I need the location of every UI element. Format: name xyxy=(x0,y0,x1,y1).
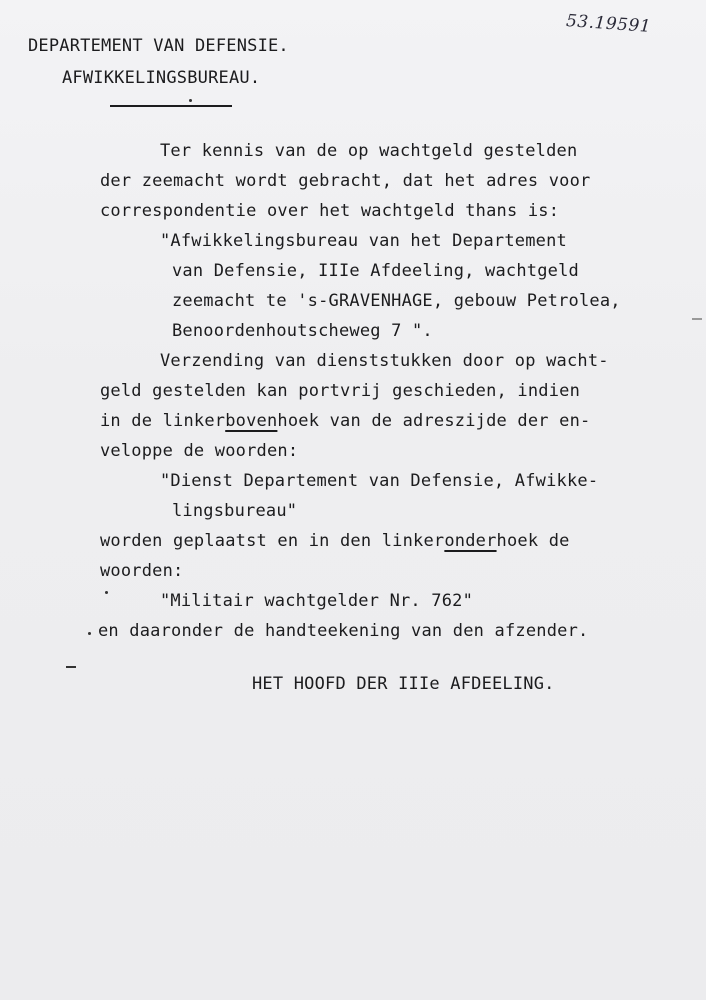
margin-dot-2 xyxy=(88,632,91,635)
address-line-4: Benoordenhoutscheweg 7 ". xyxy=(172,321,433,341)
body-line-15: woorden: xyxy=(100,561,184,581)
margin-dot xyxy=(105,591,108,594)
quote-line-1: "Dienst Departement van Defensie, Afwikke- xyxy=(160,471,599,491)
body-line-3: correspondentie over het wachtgeld thans is: xyxy=(100,201,560,221)
bureau-heading: AFWIKKELINGSBUREAU. xyxy=(62,68,261,88)
archive-number: 53.19591 xyxy=(565,11,652,37)
heading-dot xyxy=(189,99,192,102)
body-line-9: geld gestelden kan portvrij geschieden, indien xyxy=(100,381,581,401)
body-line-14-end: hoek de xyxy=(496,531,570,551)
signature-line: HET HOOFD DER IIIe AFDEELING. xyxy=(252,674,555,694)
body-line-14-start: worden geplaatst en in den linker xyxy=(100,531,445,551)
body-line-10-start: in de linker xyxy=(100,411,226,431)
body-line-10 xyxy=(100,413,590,430)
underlined-word-onder: onder xyxy=(444,531,497,551)
body-line-10-end: hoek van de adreszijde der en- xyxy=(277,411,591,431)
address-line-3: zeemacht te 's-GRAVENHAGE, gebouw Petrolea, xyxy=(172,291,621,311)
margin-tick xyxy=(66,666,76,668)
heading-rule xyxy=(110,105,232,107)
department-heading: DEPARTEMENT VAN DEFENSIE. xyxy=(28,36,289,56)
body-line-2: der zeemacht wordt gebracht, dat het adres voor xyxy=(100,171,591,191)
underlined-word-boven: boven xyxy=(225,411,278,431)
body-line-14 xyxy=(100,533,570,550)
edge-mark xyxy=(692,318,702,320)
body-line-17: en daaronder de handteekening van den afzender. xyxy=(98,621,589,641)
body-line-11: veloppe de woorden: xyxy=(100,441,299,461)
body-line-1: Ter kennis van de op wachtgeld gestelden xyxy=(160,141,578,161)
quote-line-3: "Militair wachtgelder Nr. 762" xyxy=(160,591,474,611)
quote-line-2: lingsbureau" xyxy=(172,501,298,521)
body-line-8: Verzending van dienststukken door op wacht- xyxy=(160,351,609,371)
address-line-2: van Defensie, IIIe Afdeeling, wachtgeld xyxy=(172,261,579,281)
address-line-1: "Afwikkelingsbureau van het Departement xyxy=(160,231,567,251)
